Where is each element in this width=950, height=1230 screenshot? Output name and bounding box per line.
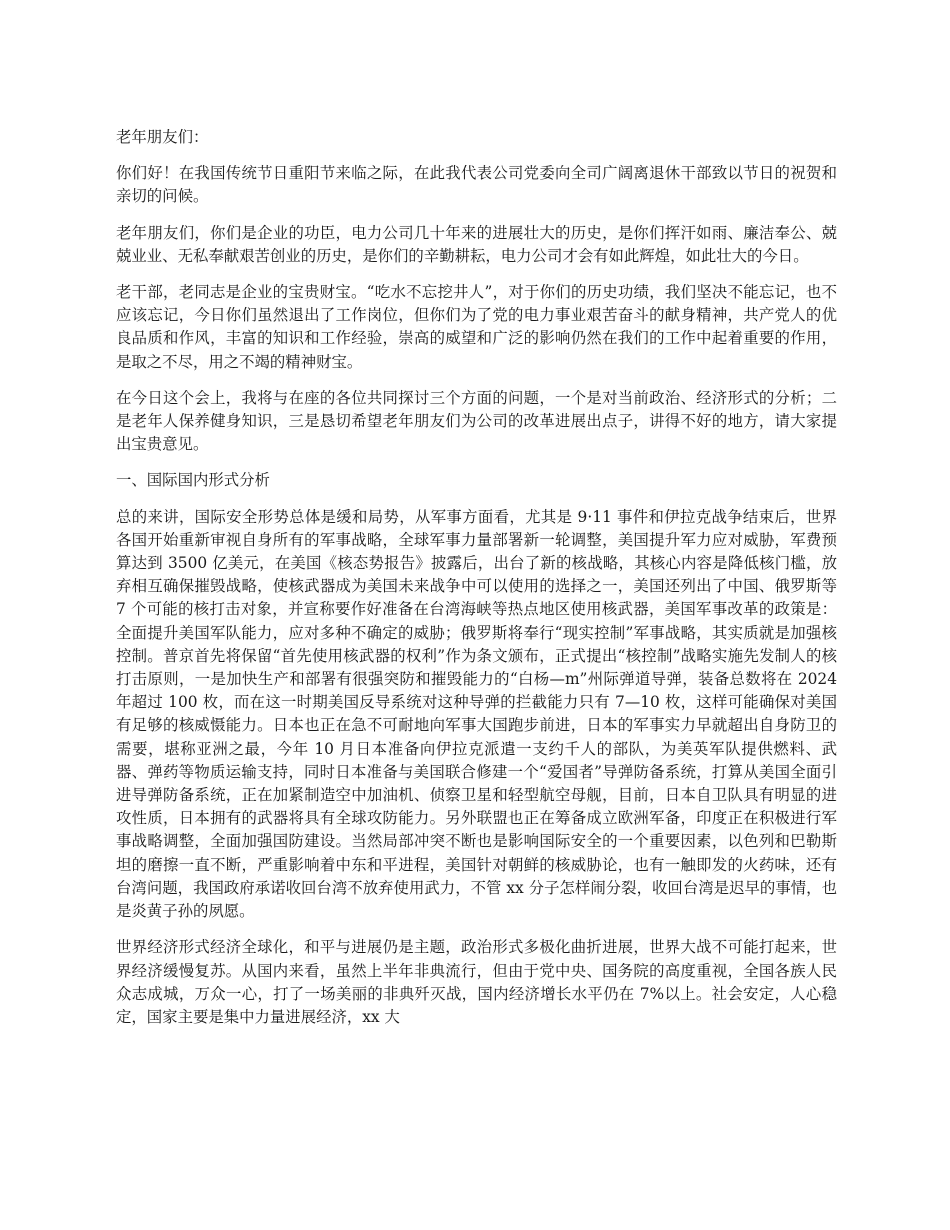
document-page bbox=[116, 126, 837, 1042]
paragraph-meeting-agenda: 在今日这个会上，我将与在座的各位共同探讨三个方面的问题，一个是对当前政治、经济形式的分析；二是老年人保养健身知识，三是恳切希望老年朋友们为公司的改革进展出点子，讲得不好的地方，请大家提出宝贵意见。 bbox=[116, 388, 837, 454]
paragraph-greeting-wishes: 你们好！在我国传统节日重阳节来临之际，在此我代表公司党委向全司广阔离退休干部致以节日的祝贺和亲切的问候。 bbox=[116, 164, 837, 206]
paragraph-veteran-treasure: 老干部，老同志是企业的宝贵财宝。“吃水不忘挖井人”，对于你们的历史功绩，我们坚决不能忘记，也不应该忘记，今日你们虽然退出了工作岗位，但你们为了党的电力事业艰苦奋斗的献身精神，共产党人的优良品质和作风，丰富的知识和工作经验，崇高的威望和广泛的影响仍然在我们的工作中起着重要的作用，是取之不尽，用之不竭的精神财宝。 bbox=[116, 283, 837, 371]
paragraph-international-security: 总的来讲，国际安全形势总体是缓和局势，从军事方面看，尤其是 9·11 事件和伊拉克战争结束后，世界各国开始重新审视自身所有的军事战略，全球军事力量部署新一轮调整，美国提升军力应对威胁，军费预算达到 3500 亿美元，在美国《核态势报告》披露后，出台了新的核战略，其核心内容是降低核门槛，放弃相互确保摧毁战略，使核武器成为美国未来战争中可以使用的选择之一，美国还列出了中国、俄罗斯等 7 个可能的核打击对象，并宣称要作好准备在台湾海峡等热点地区使用核武器，美国军事改革的政策是：全面提升美国军队能力，应对多种不确定的威胁；俄罗斯将奉行“现实控制”军事战略，其实质就是加强核控制。普京首先将保留“首先使用核武器的权利”作为条文颁布，正式提出“核控制”战略实施先发制人的核打击原则，一是加快生产和部署有很强突防和摧毁能力的“白杨—m”州际弹道导弹，装备总数将在 2024 年超过 100 枚，而在这一时期美国反导系统对这种导弹的拦截能力只有 7—10 枚，这样可能确保对美国有足够的核威慑能力。日本也正在急不可耐地向军事大国跑步前进，日本的军事实力早就超出自身防卫的需要，堪称亚洲之最，今年 10 月日本准备向伊拉克派遣一支约千人的部队，为美英军队提供燃料、武器、弹药等物质运输支持，同时日本准备与美国联合修建一个“爱国者”导弹防备系统，打算从美国全面引进导弹防备系统，正在加紧制造空中加油机、侦察卫星和轻型航空母舰，目前，日本自卫队具有明显的进攻性质，日本拥有的武器将具有全球攻防能力。另外联盟也正在筹备成立欧洲军备，印度正在积极进行军事战略调整，全面加强国防建设。当然局部冲突不断也是影响国际安全的一个重要因素，以色列和巴勒斯坦的磨擦一直不断，严重影响着中东和平进程，美国针对朝鲜的核威胁论，也有一触即发的火药味，还有台湾问题，我国政府承诺收回台湾不放弃使用武力，不管 xx 分子怎样闹分裂，收回台湾是迟早的事情，也是炎黄子孙的夙愿。 bbox=[116, 507, 837, 921]
paragraph-world-economy: 世界经济形式经济全球化，和平与进展仍是主题，政治形式多极化曲折进展，世界大战不可能打起来，世界经济缓慢复苏。从国内来看，虽然上半年非典流行，但由于党中央、国务院的高度重视，全国各族人民众志成城，万众一心，打了一场美丽的非典歼灭战，国内经济增长水平仍在 7%以上。社会安定，人心稳定，国家主要是集中力量进展经济，xx 大 bbox=[116, 938, 837, 1026]
paragraph-company-history: 老年朋友们，你们是企业的功臣，电力公司几十年来的进展壮大的历史，是你们挥汗如雨、廉洁奉公、兢兢业业、无私奉献艰苦创业的历史，是你们的辛勤耕耘，电力公司才会有如此辉煌，如此壮大的今日。 bbox=[116, 223, 837, 265]
greeting: 老年朋友们： bbox=[116, 128, 209, 146]
section-heading: 一、国际国内形式分析 bbox=[116, 471, 270, 490]
